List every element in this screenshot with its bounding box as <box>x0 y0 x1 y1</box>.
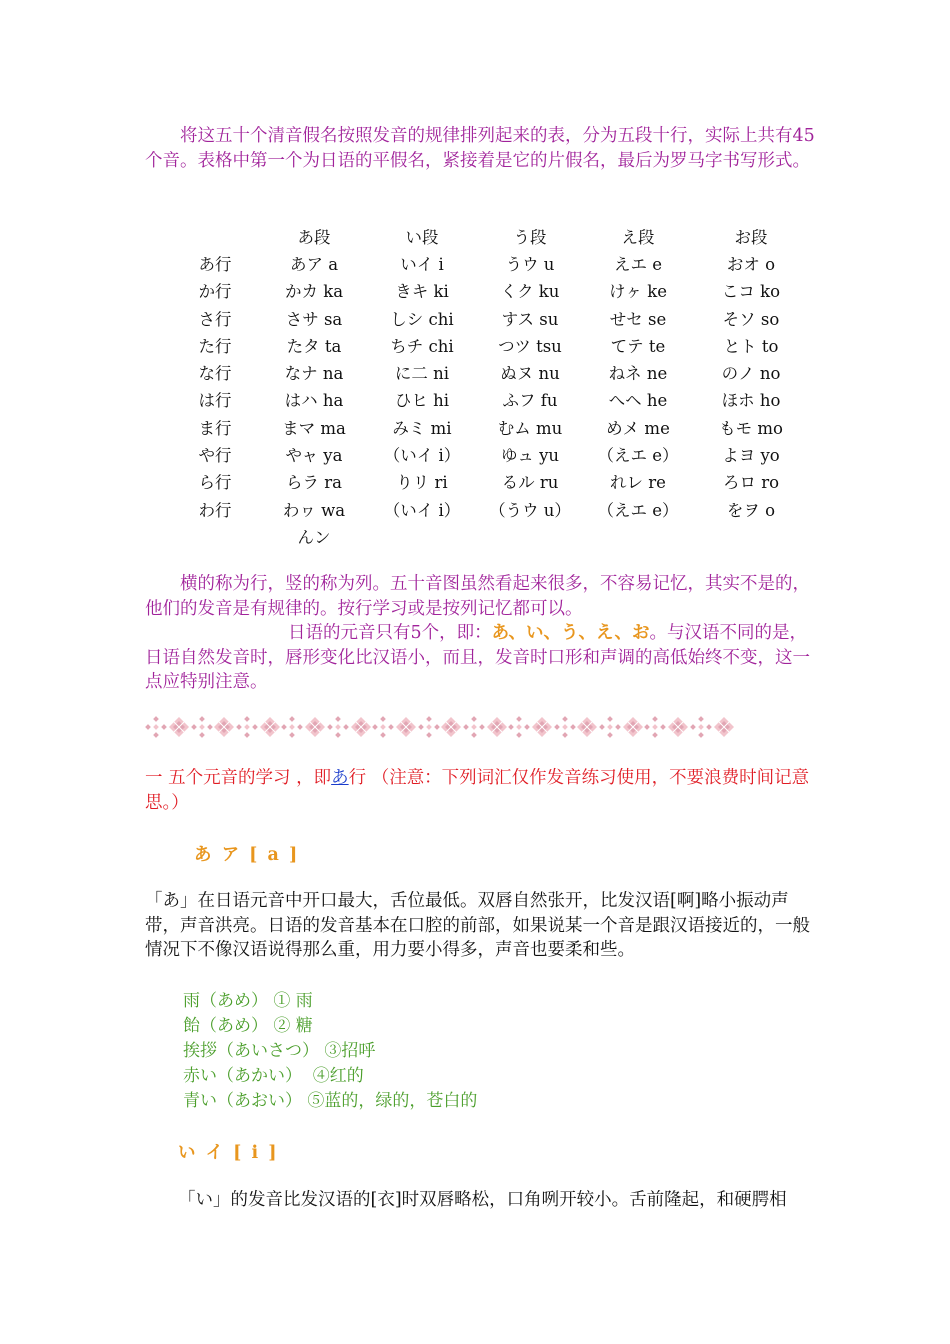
gojuon-cell: （いイ i） <box>383 446 461 466</box>
diamond-ornament-icon <box>236 716 259 738</box>
kana-a-heading: あ ア [ a ] <box>194 845 300 865</box>
gojuon-cell: へヘ he <box>608 391 668 411</box>
diamond-ornament-icon <box>576 716 599 738</box>
gojuon-cell: ろロ ro <box>722 473 780 493</box>
section-heading <box>145 766 815 816</box>
gojuon-row-label: わ行 <box>198 500 232 520</box>
vocab-item: 挨拶（あいさつ） ③招呼 <box>183 1041 376 1061</box>
diamond-ornament-icon <box>667 716 690 738</box>
gojuon-cell <box>692 522 810 549</box>
gojuon-cell: らラ ra <box>286 473 342 493</box>
gojuon-cell: さサ sa <box>285 309 343 329</box>
gojuon-cell: むム mu <box>497 418 563 438</box>
gojuon-cell <box>476 522 584 549</box>
gojuon-cell: とト to <box>723 336 779 356</box>
gojuon-header-cell: お段 <box>734 227 768 247</box>
diamond-ornament-icon <box>485 716 508 738</box>
gojuon-cell: （うウ u） <box>489 500 571 520</box>
gojuon-cell: に二 ni <box>394 364 450 384</box>
gojuon-header-cell: え段 <box>621 227 655 247</box>
gojuon-cell: すス su <box>501 309 559 329</box>
gojuon-cell: しシ chi <box>390 309 454 329</box>
gojuon-row-label: や行 <box>198 446 232 466</box>
gojuon-cell <box>584 522 692 549</box>
gojuon-cell: ゆュ yu <box>500 446 560 466</box>
gojuon-cell: ちチ chi <box>390 336 454 356</box>
a-row-link[interactable]: あ <box>331 768 349 788</box>
gojuon-row <box>170 277 810 304</box>
intro-paragraph: 将这五十个清音假名按照发音的规律排列起来的表，分为五段十行，实际上共有45个音。表格中第一个为日语的平假名，紧接着是它的片假名，最后为罗马字书写形式。 <box>145 126 815 171</box>
gojuon-header-cell: う段 <box>513 227 547 247</box>
gojuon-row-label: さ行 <box>198 309 232 329</box>
gojuon-cell: もモ mo <box>719 418 783 438</box>
diamond-ornament-icon <box>621 716 644 738</box>
vowel-note-tail: 。与汉语不同的是，日语自然发音时，唇形变化比汉语小，而且，发音时口形和声调的高低始终不变，这一点应特别注意。 <box>145 623 810 692</box>
gojuon-cell: えエ e <box>613 254 662 274</box>
kana-a-description: 「あ」在日语元音中开口最大，舌位最低。双唇自然张开，比发汉语[啊]略小振动声带，声音洪亮。日语的发音基本在口腔的前部，如果说某一个音是跟汉语接近的，一般情况下不像汉语说得那么重，用力要小得多，声音也要柔和些。 <box>145 891 810 960</box>
gojuon-table <box>170 222 810 550</box>
vowel-list: あ、い、う、え、お <box>491 623 650 643</box>
gojuon-cell: ほホ ho <box>721 391 781 411</box>
diamond-ornament-icon <box>463 716 486 738</box>
diamond-ornament-icon <box>440 716 463 738</box>
gojuon-row <box>170 386 810 413</box>
gojuon-cell: れレ re <box>610 473 666 493</box>
gojuon-cell: あア a <box>289 254 339 274</box>
gojuon-row <box>170 468 810 495</box>
gojuon-cell: はハ ha <box>284 391 344 411</box>
diamond-ornament-icon <box>372 716 395 738</box>
gojuon-row <box>170 249 810 276</box>
section-heading-post: 行 （注意：下列词汇仅作发音练习使用，不要浪费时间记意思。） <box>145 768 810 813</box>
gojuon-cell: けヶ ke <box>608 282 667 302</box>
gojuon-cell: なナ na <box>284 364 344 384</box>
gojuon-cell: くク ku <box>500 282 560 302</box>
diamond-ornament-icon <box>531 716 554 738</box>
kana-i-description: 「い」的发音比发汉语的[衣]时双唇略松，口角咧开较小。舌前隆起，和硬腭相 <box>178 1190 787 1210</box>
gojuon-cell: みミ mi <box>392 418 452 438</box>
gojuon-cell: わヮ wa <box>282 500 346 520</box>
gojuon-row-label: な行 <box>198 364 232 384</box>
diamond-ornament-icon <box>349 716 372 738</box>
kana-a-vocab-list <box>183 989 477 1114</box>
gojuon-cell: おオ o <box>726 254 776 274</box>
gojuon-cell: まマ ma <box>282 418 346 438</box>
gojuon-cell: きキ ki <box>395 282 449 302</box>
vocab-item: 飴（あめ） ② 糖 <box>183 1016 313 1036</box>
diamond-ornament-icon <box>395 716 418 738</box>
gojuon-cell: めメ me <box>606 418 670 438</box>
gojuon-cell: かカ ka <box>284 282 344 302</box>
gojuon-cell: こコ ko <box>721 282 781 302</box>
gojuon-row-label <box>170 522 260 549</box>
gojuon-row <box>170 331 810 358</box>
diamond-ornament-icon <box>168 716 191 738</box>
diamond-ornament-icon <box>508 716 531 738</box>
diamond-ornament-icon <box>327 716 350 738</box>
gojuon-row-label: ら行 <box>198 473 232 493</box>
gojuon-cell: ぬヌ nu <box>500 364 560 384</box>
gojuon-cell: ひヒ hi <box>394 391 450 411</box>
diamond-ornament-icon <box>644 716 667 738</box>
gojuon-cell <box>368 522 476 549</box>
diamond-ornament-icon <box>417 716 440 738</box>
gojuon-cell: うウ u <box>505 254 555 274</box>
gojuon-row-label: た行 <box>198 336 232 356</box>
gojuon-row <box>170 495 810 522</box>
vowel-note-lead: 日语的元音只有5个，即： <box>288 623 492 643</box>
gojuon-header-cell <box>170 222 260 249</box>
gojuon-cell: のノ no <box>721 364 781 384</box>
gojuon-cell: りリ ri <box>396 473 448 493</box>
gojuon-row-label: ま行 <box>198 418 232 438</box>
gojuon-row-label: か行 <box>198 282 232 302</box>
gojuon-row-label: あ行 <box>198 254 232 274</box>
decorative-diamond-divider <box>145 716 735 740</box>
gojuon-cell: ふフ fu <box>502 391 558 411</box>
diamond-ornament-icon <box>712 716 735 738</box>
vocab-item: 赤い（あかい） ④红的 <box>183 1066 364 1086</box>
gojuon-row <box>170 358 810 385</box>
gojuon-cell: をヲ o <box>726 500 776 520</box>
diamond-ornament-icon <box>553 716 576 738</box>
diamond-ornament-icon <box>190 716 213 738</box>
gojuon-cell: よヨ yo <box>722 446 780 466</box>
gojuon-cell: ねネ ne <box>608 364 668 384</box>
gojuon-row-label: は行 <box>198 391 232 411</box>
diamond-ornament-icon <box>145 716 168 738</box>
gojuon-cell: （えエ e） <box>597 446 679 466</box>
gojuon-header-cell: あ段 <box>297 227 331 247</box>
gojuon-header-cell: い段 <box>405 227 439 247</box>
gojuon-row <box>170 413 810 440</box>
gojuon-cell: （えエ e） <box>597 500 679 520</box>
section-heading-pre: 一 五个元音的学习 ，即 <box>145 768 332 788</box>
gojuon-header-row <box>170 222 810 249</box>
diamond-ornament-icon <box>281 716 304 738</box>
diamond-ornament-icon <box>258 716 281 738</box>
gojuon-row <box>170 522 810 549</box>
rows-columns-note: 横的称为行，竖的称为列。五十音图虽然看起来很多，不容易记忆，其实不是的，他们的发音是有规律的。按行学习或是按列记忆都可以。 <box>145 574 810 619</box>
gojuon-cell: そソ so <box>722 309 780 329</box>
gojuon-row <box>170 304 810 331</box>
gojuon-cell: てテ te <box>610 336 666 356</box>
vocab-item: 青い（あおい） ⑤蓝的，绿的，苍白的 <box>183 1091 478 1111</box>
diamond-ornament-icon <box>213 716 236 738</box>
vowel-note <box>145 621 815 695</box>
diamond-ornament-icon <box>599 716 622 738</box>
gojuon-cell: たタ ta <box>286 336 342 356</box>
diamond-ornament-icon <box>690 716 713 738</box>
kana-i-heading: い イ [ i ] <box>178 1143 279 1163</box>
gojuon-cell: やャ ya <box>285 446 343 466</box>
gojuon-cell: るル ru <box>501 473 559 493</box>
gojuon-cell: つツ tsu <box>498 336 562 356</box>
gojuon-cell: んン <box>297 527 331 547</box>
gojuon-cell: （いイ i） <box>383 500 461 520</box>
gojuon-cell: いイ i <box>400 254 444 274</box>
diamond-ornament-icon <box>304 716 327 738</box>
gojuon-row <box>170 440 810 467</box>
gojuon-cell: せセ se <box>609 309 667 329</box>
vocab-item: 雨（あめ） ① 雨 <box>183 991 313 1011</box>
